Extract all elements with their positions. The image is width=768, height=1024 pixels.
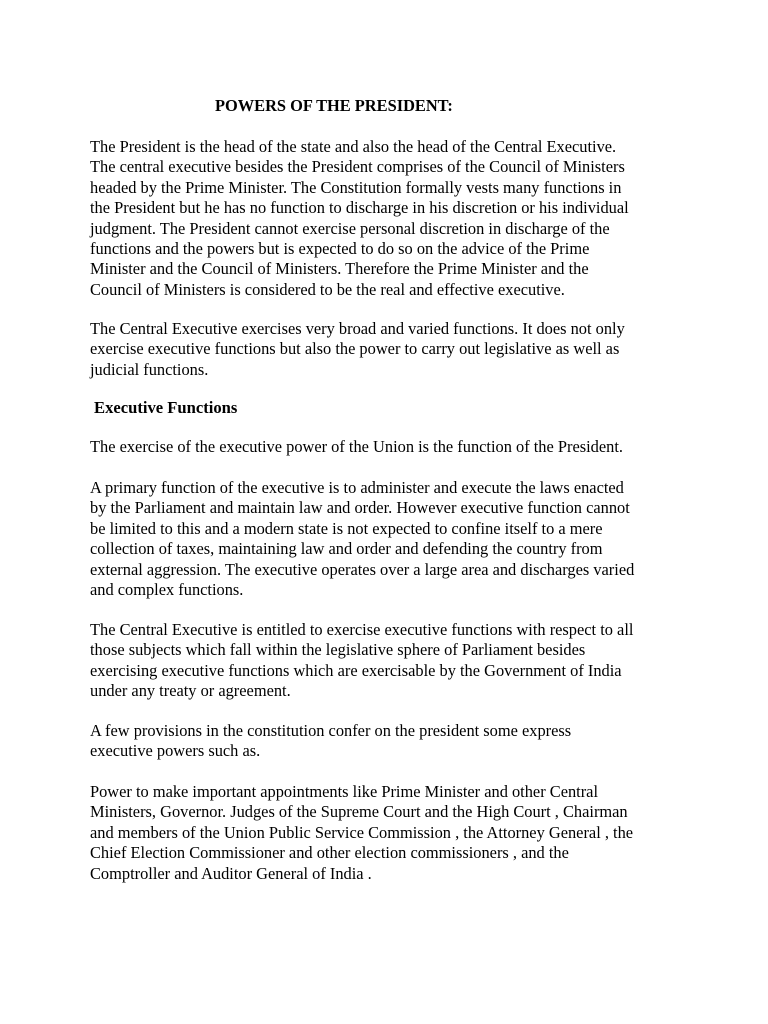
page-title: POWERS OF THE PRESIDENT:: [215, 96, 453, 115]
text-line: external aggression. The executive operates over a large area and discharges varied: [90, 559, 635, 579]
section-heading-executive-functions: Executive Functions: [94, 398, 238, 417]
text-line: executive powers such as.: [90, 741, 261, 761]
text-line: Minister and the Council of Ministers. Therefore the Prime Minister and the: [90, 259, 589, 279]
text-line: functions and the powers but is expected to do so on the advice of the Prime: [90, 239, 590, 259]
text-line: Chief Election Commissioner and other election commissioners , and the: [90, 843, 569, 863]
text-line: The exercise of the executive power of the Union is the function of the President.: [90, 437, 623, 456]
paragraph-intro: [90, 137, 690, 300]
paragraph-primary-function: [90, 478, 690, 600]
text-line: A few provisions in the constitution confer on the president some express: [90, 721, 572, 740]
text-line: judgment. The President cannot exercise personal discretion in discharge of the: [90, 218, 610, 238]
text-line: Comptroller and Auditor General of India .: [90, 863, 372, 883]
text-line: those subjects which fall within the legislative sphere of Parliament besides: [90, 640, 586, 660]
text-line: Power to make important appointments like Prime Minister and other Central: [90, 782, 599, 801]
paragraph-executive-power: [90, 437, 690, 457]
text-line: judicial functions.: [90, 359, 209, 379]
paragraph-central-executive: [90, 319, 690, 380]
text-line: headed by the Prime Minister. The Constitution formally vests many functions in: [90, 177, 622, 197]
text-line: under any treaty or agreement.: [90, 681, 291, 701]
text-line: The Central Executive is entitled to exercise executive functions with respect to all: [90, 620, 634, 639]
text-line: and complex functions.: [90, 580, 244, 600]
text-line: exercise executive functions but also the power to carry out legislative as well as: [90, 339, 620, 359]
text-line: The central executive besides the President comprises of the Council of Ministers: [90, 157, 625, 177]
text-line: A primary function of the executive is to administer and execute the laws enacted: [90, 478, 624, 497]
text-line: The Central Executive exercises very broad and varied functions. It does not only: [90, 319, 625, 338]
text-line: The President is the head of the state and also the head of the Central Executive.: [90, 137, 617, 156]
paragraph-provisions: [90, 721, 690, 762]
paragraph-entitled: [90, 620, 690, 702]
text-line: Ministers, Governor. Judges of the Supreme Court and the High Court , Chairman: [90, 802, 628, 822]
text-line: the President but he has no function to discharge in his discretion or his individual: [90, 198, 629, 218]
text-line: Council of Ministers is considered to be the real and effective executive.: [90, 279, 565, 299]
text-line: by the Parliament and maintain law and order. However executive function cannot: [90, 498, 630, 518]
text-line: and members of the Union Public Service Commission , the Attorney General , the: [90, 822, 634, 842]
paragraph-appointments: [90, 782, 690, 884]
text-line: exercising executive functions which are exercisable by the Government of India: [90, 660, 622, 680]
text-line: collection of taxes, maintaining law and order and defending the country from: [90, 539, 603, 559]
text-line: be limited to this and a modern state is not expected to confine itself to a mere: [90, 518, 603, 538]
